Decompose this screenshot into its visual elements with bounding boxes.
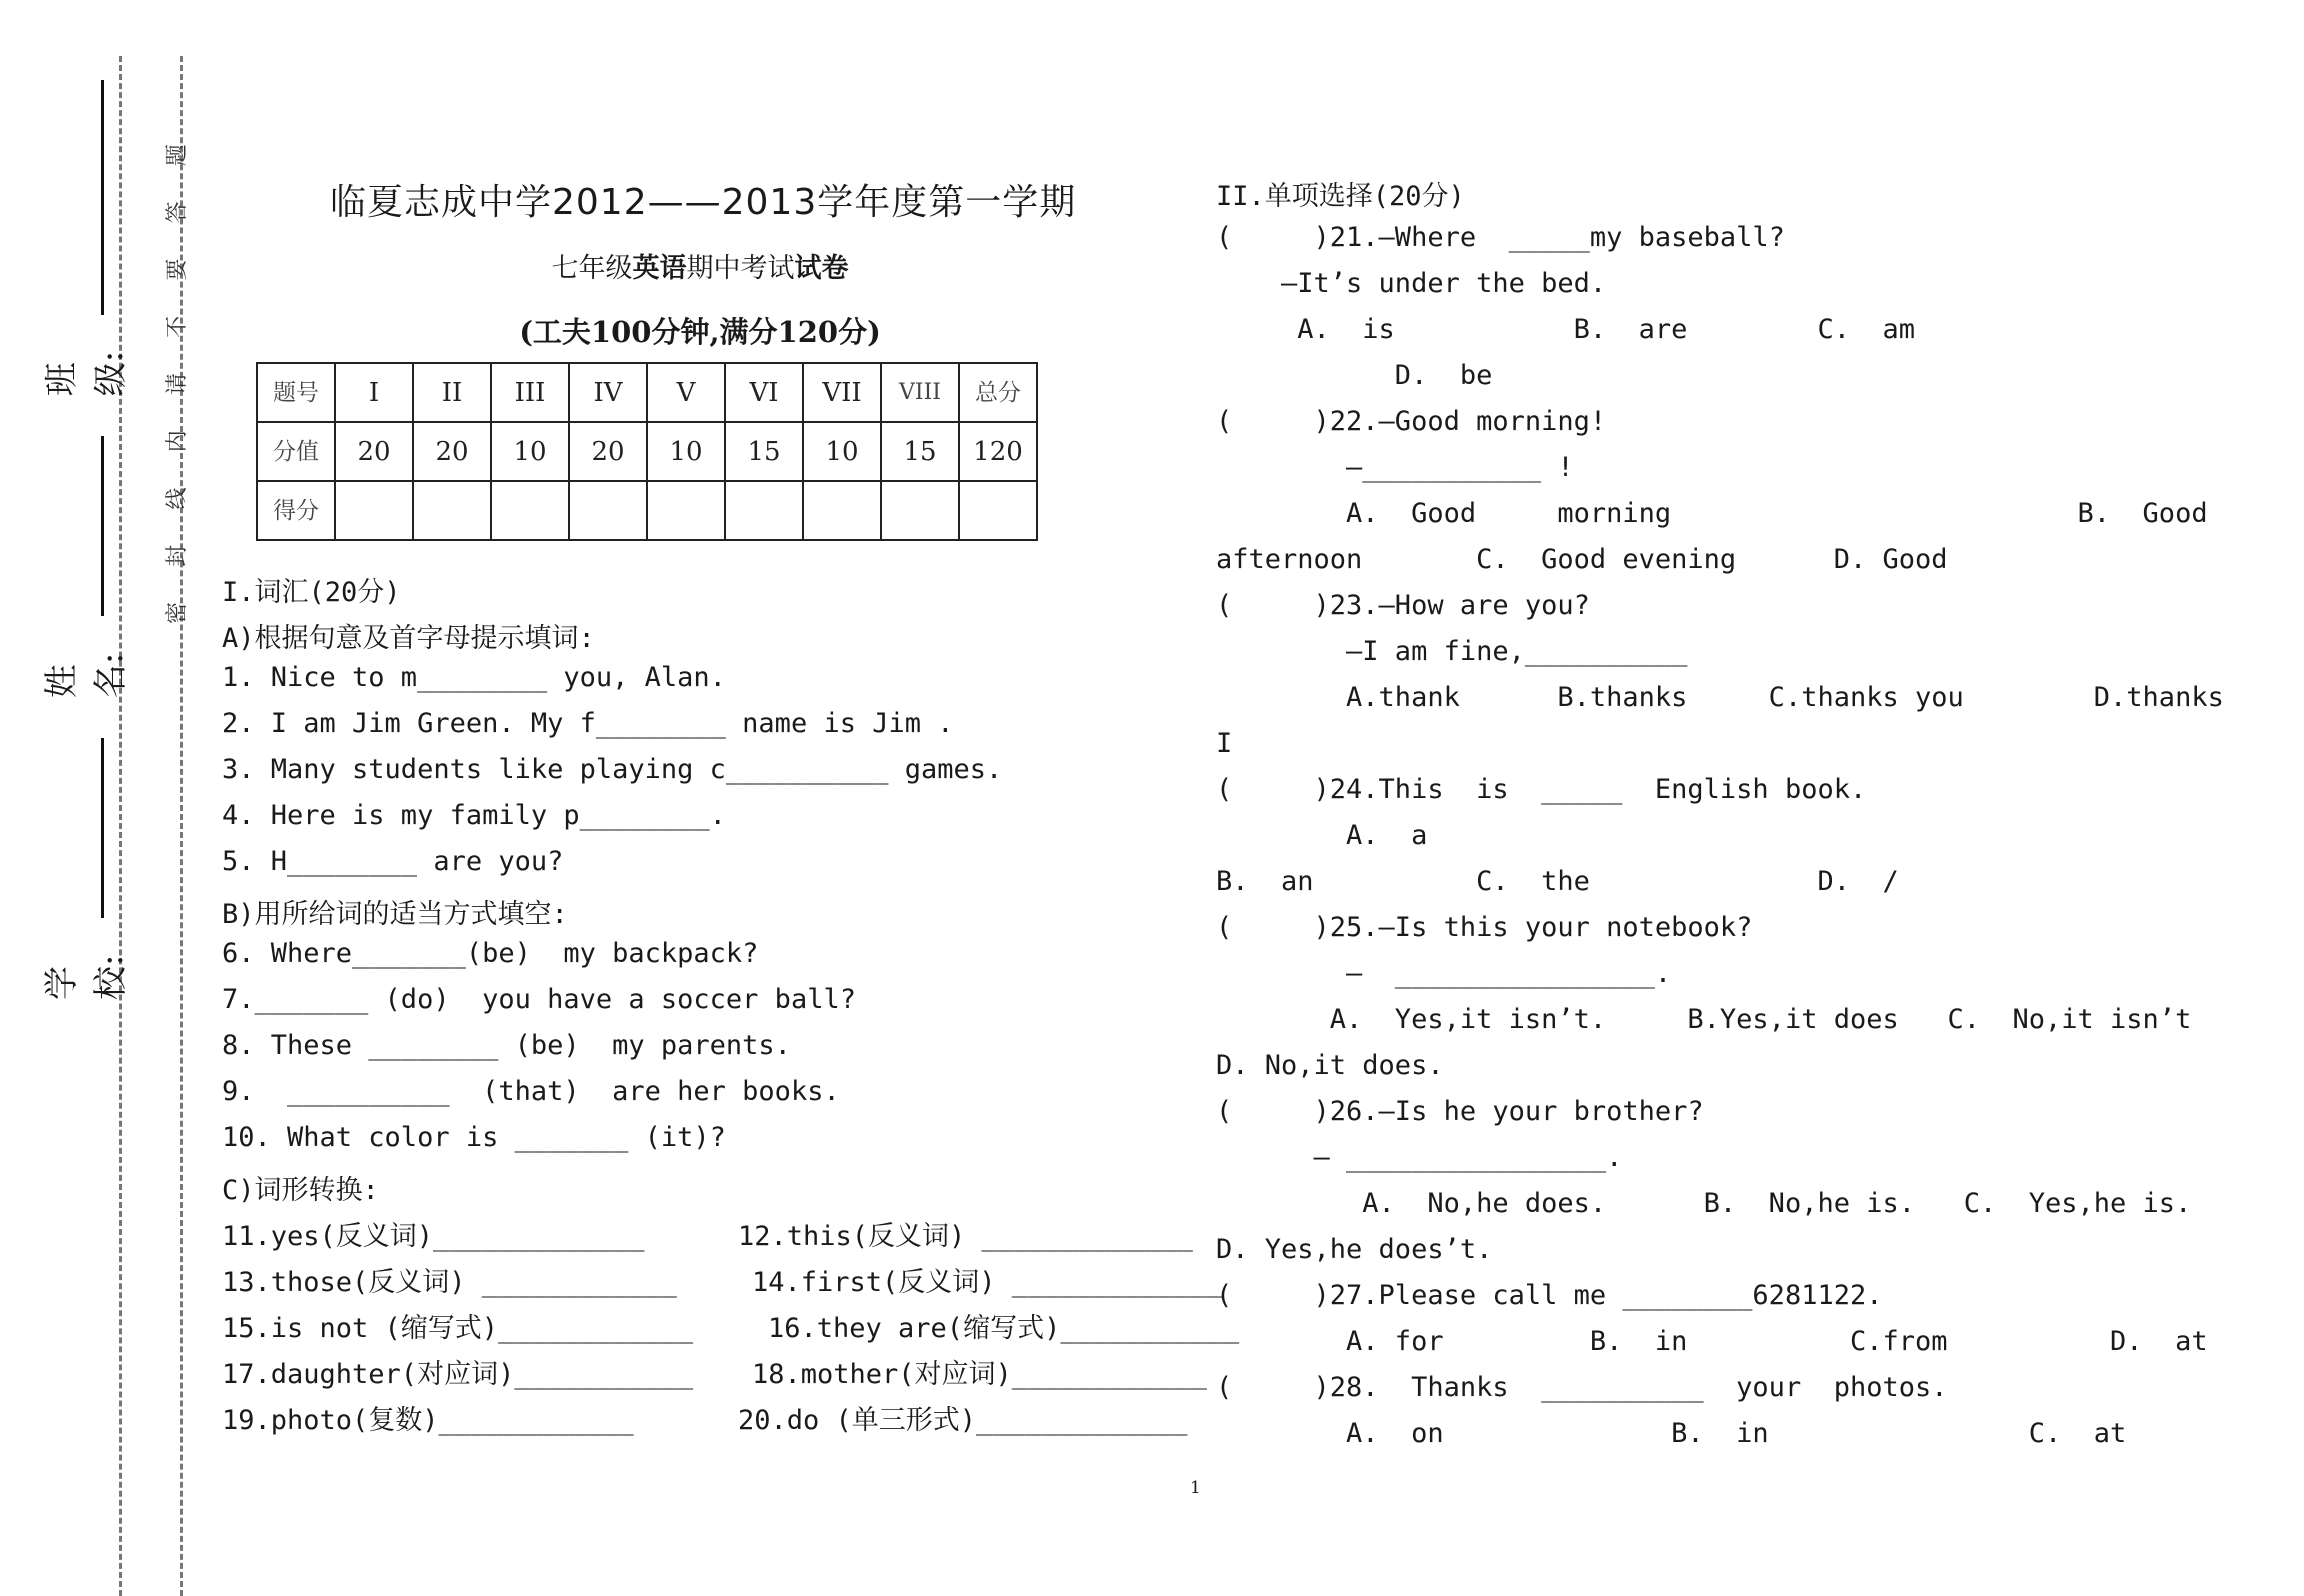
name-label: 姓名: (42, 652, 131, 699)
score-col-header: VI (725, 363, 803, 422)
option-line: A.thank B.thanks C.thanks you D.thanks (1216, 682, 2224, 713)
school-label: 学校: (42, 954, 131, 1000)
seal-char: 要 (165, 258, 190, 281)
question-line: 2. I am Jim Green. My f________ name is Jim . (222, 708, 954, 739)
subtitle-paper: 试卷 (794, 253, 849, 284)
question-line: 1. Nice to m________ you, Alan. (222, 662, 726, 693)
score-col-header: IV (569, 363, 647, 422)
option-line: D. No,it does. (1216, 1050, 1444, 1081)
question-line: 7._______ (do) you have a soccer ball? (222, 984, 856, 1015)
question-line: 9. __________ (that) are her books. (222, 1076, 840, 1107)
subtitle-subject: 英语 (632, 253, 687, 284)
seal-char: 请 (165, 373, 190, 396)
question-line: 18.mother(对应词)____________ (752, 1359, 1207, 1390)
question-line: ( )25.—Is this your notebook? (1216, 912, 1753, 943)
score-col-header: V (647, 363, 725, 422)
question-line: — ________________. (1216, 958, 1672, 989)
question-line: 13.those(反义词) ____________ (222, 1267, 677, 1298)
score-header-row (257, 363, 1037, 422)
score-row-label: 题号 (257, 363, 335, 422)
option-line: A. No,he does. B. No,he is. C. Yes,he is. (1216, 1188, 2192, 1219)
exam-info: (工夫100分钟,满分120分) (519, 315, 881, 349)
question-line: 14.first(反义词) _____________ (752, 1267, 1224, 1298)
question-line: 19.photo(复数)____________ (222, 1405, 634, 1436)
score-table (256, 362, 1038, 541)
question-line: —___________ ! (1216, 452, 1574, 483)
score-blank (491, 481, 569, 540)
option-line: A. for B. in C.from D. at (1216, 1326, 2208, 1357)
question-line: ( )27.Please call me ________6281122. (1216, 1280, 1883, 1311)
name-blank (63, 436, 104, 616)
section-heading: I.词汇(20分) (222, 577, 401, 608)
question-line: 4. Here is my family p________. (222, 800, 726, 831)
score-blank (413, 481, 491, 540)
option-line: A. Good morning B. Good (1216, 498, 2208, 529)
score-value: 120 (959, 422, 1037, 481)
score-value: 15 (881, 422, 959, 481)
score-blank (803, 481, 881, 540)
option-line: A. Yes,it isn’t. B.Yes,it does C. No,it isn’t (1216, 1004, 2192, 1035)
school-field (34, 738, 132, 1000)
option-line: A. a (1216, 820, 1428, 851)
score-row-label: 得分 (257, 481, 335, 540)
section-subheading: B)用所给词的适当方式填空: (222, 899, 568, 930)
subtitle-grade: 七年级 (551, 253, 633, 284)
score-blank (569, 481, 647, 540)
score-row-label: 分值 (257, 422, 335, 481)
question-line: 10. What color is _______ (it)? (222, 1122, 726, 1153)
score-value: 20 (569, 422, 647, 481)
score-value: 10 (803, 422, 881, 481)
section-subheading: A)根据句意及首字母提示填词: (222, 623, 595, 654)
score-value: 10 (491, 422, 569, 481)
option-line: afternoon C. Good evening D. Good (1216, 544, 1948, 575)
question-line: 17.daughter(对应词)___________ (222, 1359, 694, 1390)
question-line: ( )24.This is _____ English book. (1216, 774, 1867, 805)
option-line: D. be (1216, 360, 1493, 391)
seal-char: 答 (165, 201, 190, 224)
question-line: 20.do (单三形式)_____________ (738, 1405, 1188, 1436)
score-col-header: I (335, 363, 413, 422)
score-blank (725, 481, 803, 540)
score-blank (881, 481, 959, 540)
score-col-header: VIII (881, 363, 959, 422)
score-value: 10 (647, 422, 725, 481)
seal-char: 线 (165, 487, 190, 510)
question-line: 3. Many students like playing c__________ games. (222, 754, 1003, 785)
question-line: 8. These ________ (be) my parents. (222, 1030, 791, 1061)
section-heading: II.单项选择(20分) (1216, 181, 1465, 212)
score-obtained-row (257, 481, 1037, 540)
score-value: 20 (335, 422, 413, 481)
question-line: ( )26.—Is he your brother? (1216, 1096, 1704, 1127)
option-line: B. an C. the D. / (1216, 866, 1899, 897)
exam-title: 临夏志成中学2012——2013学年度第一学期 (330, 182, 1077, 223)
student-info (28, 80, 138, 1000)
question-line: 5. H________ are you? (222, 846, 564, 877)
subtitle-exam: 期中考试 (686, 253, 795, 284)
exam-subtitle (0, 246, 1400, 285)
question-line: 16.they are(缩写式)___________ (768, 1313, 1240, 1344)
score-value: 15 (725, 422, 803, 481)
name-field (34, 436, 132, 698)
seal-warning (160, 144, 191, 624)
question-line: ( )28. Thanks __________ your photos. (1216, 1372, 1948, 1403)
option-line: D. Yes,he does’t. (1216, 1234, 1493, 1265)
score-col-header: II (413, 363, 491, 422)
question-line: — ________________. (1216, 1142, 1623, 1173)
score-col-header: 总分 (959, 363, 1037, 422)
score-value-row (257, 422, 1037, 481)
question-line: 6. Where_______(be) my backpack? (222, 938, 759, 969)
question-line: ( )21.—Where _____my baseball? (1216, 222, 1785, 253)
score-value: 20 (413, 422, 491, 481)
question-line: ( )22.—Good morning! (1216, 406, 1607, 437)
school-blank (63, 738, 104, 918)
question-line: —I am fine,__________ (1216, 636, 1688, 667)
option-line: A. on B. in C. at (1216, 1418, 2127, 1449)
section-subheading: C)词形转换: (222, 1175, 379, 1206)
score-col-header: III (491, 363, 569, 422)
question-line: —It’s under the bed. (1216, 268, 1607, 299)
seal-char: 封 (165, 544, 190, 567)
page-number: 1 (1190, 1478, 1201, 1498)
seal-char: 题 (165, 144, 190, 167)
score-blank (647, 481, 725, 540)
class-label: 班级: (42, 350, 131, 397)
question-line: 11.yes(反义词)_____________ (222, 1221, 645, 1252)
score-col-header: VII (803, 363, 881, 422)
question-line: 15.is not (缩写式)____________ (222, 1313, 694, 1344)
question-line: 12.this(反义词) _____________ (738, 1221, 1193, 1252)
seal-char: 密 (165, 601, 190, 624)
score-blank (335, 481, 413, 540)
seal-char: 不 (165, 315, 190, 338)
option-line: A. is B. are C. am (1216, 314, 1915, 345)
score-blank (959, 481, 1037, 540)
question-line: ( )23.—How are you? (1216, 590, 1590, 621)
seal-char: 内 (165, 430, 190, 453)
option-line: I (1216, 728, 1233, 759)
